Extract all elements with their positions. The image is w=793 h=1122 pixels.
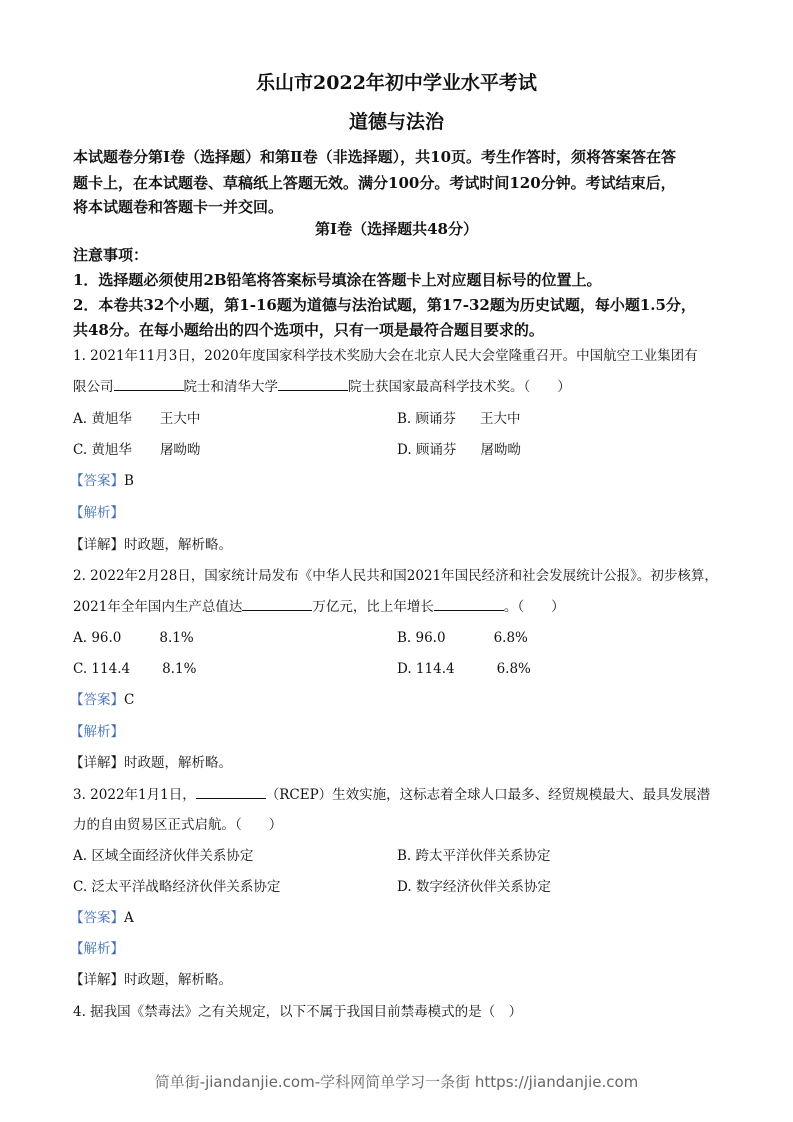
text-span: 限公司 (73, 379, 114, 395)
text-span: （RCEP）生效实施，这标志着全球人口最多、经贸规模最大、最具发展潜 (265, 787, 711, 803)
option-b (397, 629, 528, 647)
blank (196, 785, 266, 799)
answer-line (70, 909, 134, 927)
subject-title: 道德与法治 (348, 111, 444, 133)
option-a: A. 区域全面经济伙伴关系协定 (73, 848, 254, 864)
blank (434, 597, 504, 611)
detail-line (70, 754, 232, 772)
detail-line (70, 971, 232, 989)
answer-line (70, 691, 134, 709)
text-span: 王大中 (159, 411, 201, 427)
section-heading: 第Ⅰ卷（选择题共48分） (315, 220, 478, 238)
text-span: 8.1% (162, 661, 197, 677)
text-span: 王大中 (480, 411, 521, 427)
text-span: 时政题，解析略。 (124, 972, 232, 988)
option-c (73, 441, 200, 459)
option-b (397, 410, 521, 428)
analysis-label: 【解析】 (70, 941, 124, 957)
question-3-text (73, 785, 710, 804)
text-span: A. 96.0 (73, 630, 122, 646)
question-1-text (73, 377, 571, 396)
text-span: 院士获国家最高科学技术奖。（ ） (348, 379, 571, 395)
exam-title: 乐山市2022年初中学业水平考试 (256, 72, 537, 94)
text-span: C. 114.4 (73, 661, 131, 677)
option-a (73, 410, 200, 428)
text-span: 【答案】 (70, 910, 124, 926)
question-1-text: 1. 2021年11月3日，2020年度国家科学技术奖励大会在北京人民大会堂隆重召开。中国航空工业集团有 (73, 348, 698, 364)
text-span: 【详解】 (70, 755, 124, 771)
option-c (73, 660, 196, 678)
text-span: 屠呦呦 (159, 442, 201, 458)
text-span: 时政题，解析略。 (124, 755, 232, 771)
text-span: B (124, 473, 134, 489)
footer-watermark: 简单街-jiandanjie.com-学科网简单学习一条街 https://jiandanjie.com (154, 1073, 639, 1091)
intro-line: 本试题卷分第Ⅰ卷（选择题）和第Ⅱ卷（非选择题），共10页。考生作答时，须将答案答在答 (73, 148, 677, 166)
text-span: 院士和清华大学 (183, 379, 278, 395)
question-3-text: 力的自由贸易区正式启航。（ ） (73, 817, 283, 833)
text-span: D. 顾诵芬 (397, 442, 457, 458)
text-span: 。（ ） (503, 599, 565, 615)
detail-line (70, 536, 232, 554)
text-span: 6.8% (493, 630, 528, 646)
text-span: 【详解】 (70, 537, 124, 553)
text-span: 2021年全年国内生产总值达 (73, 599, 243, 615)
blank (114, 377, 184, 391)
question-2-text (73, 597, 565, 616)
text-span: C (124, 692, 135, 708)
option-c: C. 泛太平洋战略经济伙伴关系协定 (73, 879, 281, 895)
text-span: 6.8% (496, 661, 531, 677)
question-2-text: 2. 2022年2月28日，国家统计局发布《中华人民共和国2021年国民经济和社会发展统计公报》。初步核算， (73, 568, 718, 584)
intro-line: 题卡上，在本试题卷、草稿纸上答题无效。满分100分。考试时间120分钟。考试结束后， (73, 174, 676, 192)
text-span: 万亿元，比上年增长 (312, 599, 434, 615)
note-line: 1．选择题必须使用2B铅笔将答案标号填涂在答题卡上对应题目标号的位置上。 (73, 271, 602, 289)
note-line: 共48分。在每小题给出的四个选项中，只有一项是最符合题目要求的。 (73, 321, 544, 339)
text-span: 屠呦呦 (480, 442, 521, 458)
text-span: B. 96.0 (397, 630, 446, 646)
text-span: A (124, 910, 134, 926)
text-span: A. 黄旭华 (73, 411, 132, 427)
blank (242, 597, 312, 611)
text-span: D. 114.4 (397, 661, 455, 677)
text-span: C. 黄旭华 (73, 442, 132, 458)
text-span: 8.1% (159, 630, 194, 646)
option-d (397, 660, 531, 678)
note-line: 2．本卷共32个小题，第1-16题为道德与法治试题，第17-32题为历史试题，每小题1.5分， (73, 296, 696, 314)
text-span: 时政题，解析略。 (124, 537, 232, 553)
text-span: 【详解】 (70, 972, 124, 988)
option-b: B. 跨太平洋伙伴关系协定 (397, 848, 551, 864)
blank (278, 377, 348, 391)
analysis-label: 【解析】 (70, 505, 124, 521)
notes-title: 注意事项： (73, 246, 149, 264)
intro-line: 将本试题卷和答题卡一并交回。 (73, 198, 284, 216)
question-4-text: 4. 据我国《禁毒法》之有关规定，以下不属于我国目前禁毒模式的是（ ） (73, 1004, 523, 1020)
analysis-label: 【解析】 (70, 724, 124, 740)
answer-line (70, 472, 134, 490)
text-span: 【答案】 (70, 473, 124, 489)
option-d (397, 441, 521, 459)
text-span: 3. 2022年1月1日， (73, 787, 196, 803)
text-span: 【答案】 (70, 692, 124, 708)
option-a (73, 629, 194, 647)
option-d: D. 数字经济伙伴关系协定 (397, 879, 551, 895)
text-span: B. 顾诵芬 (397, 411, 457, 427)
